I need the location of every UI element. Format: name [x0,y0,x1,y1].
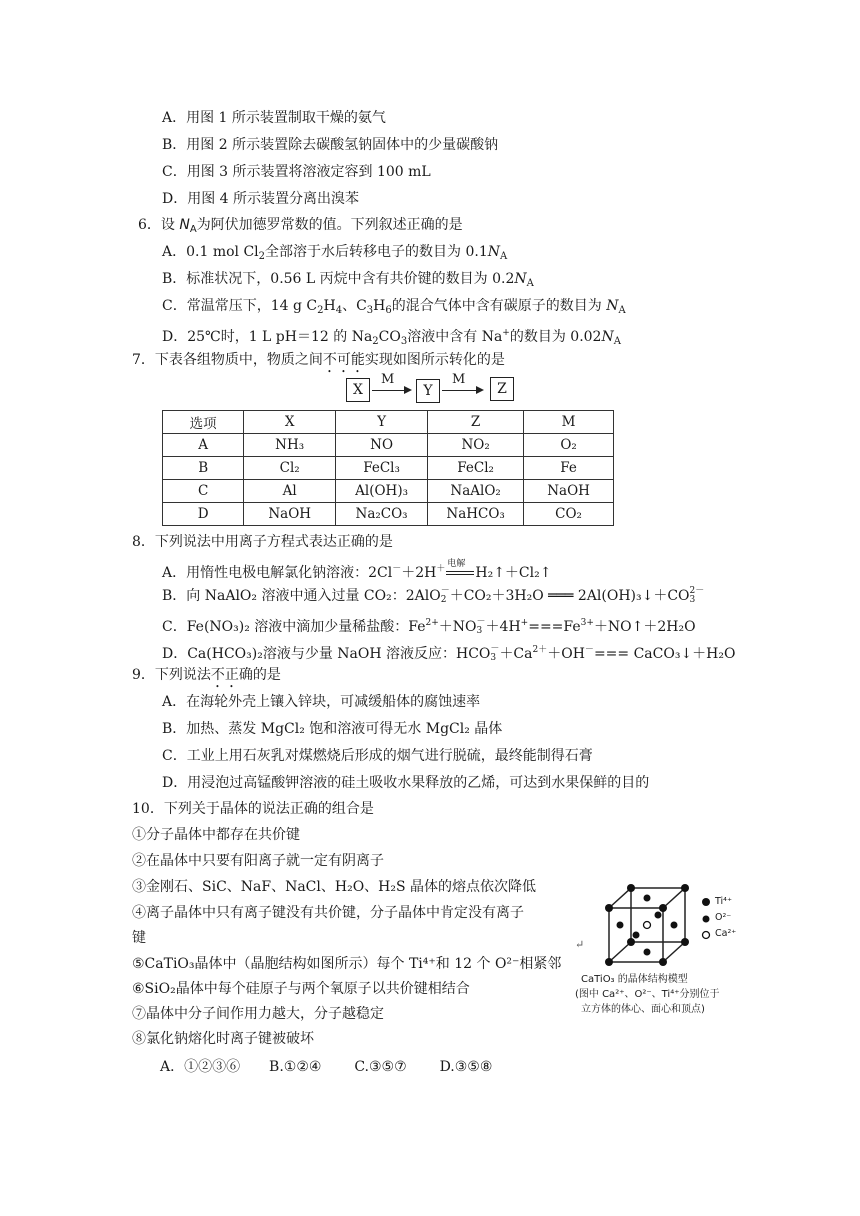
legend-ti: Ti⁴⁺ [715,896,732,907]
q9-stem: 9．下列说法不正确的是 [132,667,281,683]
flow-box-x: X [346,378,370,402]
q7-table [162,410,614,526]
q5-option-a: A．用图 1 所示装置制取干燥的氨气 [162,110,386,126]
q10-item: ⑥SiO₂晶体中每个硅原子与两个氧原子以共价键相结合 [132,981,470,997]
answer-d: D.③⑤⑧ [439,1059,493,1075]
q10-answers [160,1057,492,1077]
flow-arrow-1 [372,390,410,391]
legend-o: O²⁻ [715,912,732,923]
crystal-cube-diagram [575,880,775,980]
q10-item: ⑧氯化钠熔化时离子键被破坏 [132,1031,314,1047]
q9-option-d: D．用浸泡过高锰酸钾溶液的硅土吸收水果释放的乙烯，可达到水果保鲜的目的 [162,775,650,791]
q8-option-c: C．Fe(NO₃)₂ 溶液中滴加少量稀盐酸：$Fe^{2+}+NO$ － 3 $+4H^+===Fe^{3+}+NO↑+2H_2O$ [162,617,696,636]
q6-option-d: D．25℃时，1 L pH＝12 的 $Na_2CO_3$溶液中含有 Na+的数目为 $0.02N_A$ [162,328,621,347]
table-row: D NaOH Na₂CO₃ NaHCO₃ CO₂ [163,503,614,526]
flow-arrow-2 [442,390,482,391]
q7-stem: 7．下表各组物质中，物质之间不可能实现如图所示转化的是 [132,352,505,368]
table-row: C Al Al(OH)₃ NaAlO₂ NaOH [163,480,614,503]
q8-option-d: D．Ca(HCO₃)₂溶液与少量 NaOH 溶液反应：HCO － 3 $+Ca^{2+}+OH^-===$ CaCO₃↓＋H₂O [162,644,736,663]
flow-box-y: Y [416,379,440,403]
q6-option-b: B．标准状况下，0.56 L 丙烷中含有共价键的数目为 $0.2N_A$ [162,271,534,289]
q5-option-d: D．用图 4 所示装置分离出溴苯 [162,191,360,207]
q8-stem: 8．下列说法中用离子方程式表达正确的是 [132,534,393,550]
crystal-caption: CaTiO₃ 的晶体结构模型 (图中 Ca²⁺、O²⁻、Ti⁴⁺分别位于 立方体的体心、面心和顶点) [575,974,720,1015]
q8-option-a: A．用惰性电极电解氯化钠溶液：2Cl－＋2H＋ 电解 H₂↑＋Cl₂↑ [162,559,552,581]
return-mark: ↵ [575,938,585,951]
flow-label-m1: M [381,372,395,387]
flow-label-m2: M [452,372,466,387]
answer-b: B.①②④ [269,1059,322,1075]
q5-option-c: C．用图 3 所示装置将溶液定容到 100 mL [162,164,431,180]
q10-item: ③金刚石、SiC、NaF、NaCl、H₂O、H₂S 晶体的熔点依次降低 [132,879,537,895]
q10-stem: 10．下列关于晶体的说法正确的组合是 [132,801,374,817]
q6-option-c: C．常温常压下，14 g $C_2H_4$、$C_3H_6$的混合气体中含有碳原子的数目为 $N_A$ [162,298,626,316]
legend-ca: Ca²⁺ [715,928,737,939]
q9-option-b: B．加热、蒸发 MgCl₂ 饱和溶液可得无水 MgCl₂ 晶体 [162,721,503,737]
q6-option-a: A．0.1 mol $Cl_2$全部溶于水后转移电子的数目为 $0.1N_A$ [162,244,508,262]
q8-option-b: B．向 NaAlO₂ 溶液中通入过量 CO₂：2AlO － 2 ＋CO₂＋3H₂O ═══ 2Al(OH)₃↓＋CO 2－ 3 [162,586,705,605]
crystal-legend [715,894,736,942]
answer-a: A．①②③⑥ [160,1059,241,1075]
q9-option-a: A．在海轮外壳上镶入锌块，可减缓船体的腐蚀速率 [162,694,481,710]
catio3-crystal-figure [575,880,775,1030]
q9-option-c: C．工业上用石灰乳对煤燃烧后形成的烟气进行脱硫，最终能制得石膏 [162,748,593,764]
q10-item: 键 [132,930,146,946]
q10-item: ①分子晶体中都存在共价键 [132,827,300,843]
table-header-row: 选项 X Y Z M [163,411,614,434]
answer-c: C.③⑤⑦ [354,1059,407,1075]
flow-box-z: Z [490,377,514,401]
q5-option-b: B．用图 2 所示装置除去碳酸氢钠固体中的少量碳酸钠 [162,137,499,153]
table-row: A NH₃ NO NO₂ O₂ [163,434,614,457]
q10-item: ②在晶体中只要有阳离子就一定有阴离子 [132,853,384,869]
q10-item: ⑦晶体中分子间作用力越大，分子越稳定 [132,1006,384,1022]
table-row: B Cl₂ FeCl₃ FeCl₂ Fe [163,457,614,480]
q10-item: ⑤CaTiO₃晶体中（晶胞结构如图所示）每个 Ti⁴⁺和 12 个 O²⁻相紧邻 [132,956,562,972]
q10-item: ④离子晶体中只有离子键没有共价键，分子晶体中肯定没有离子 [132,905,524,921]
q6-stem: 6．设 $N_A$为阿伏加德罗常数的值。下列叙述正确的是 [138,217,463,235]
